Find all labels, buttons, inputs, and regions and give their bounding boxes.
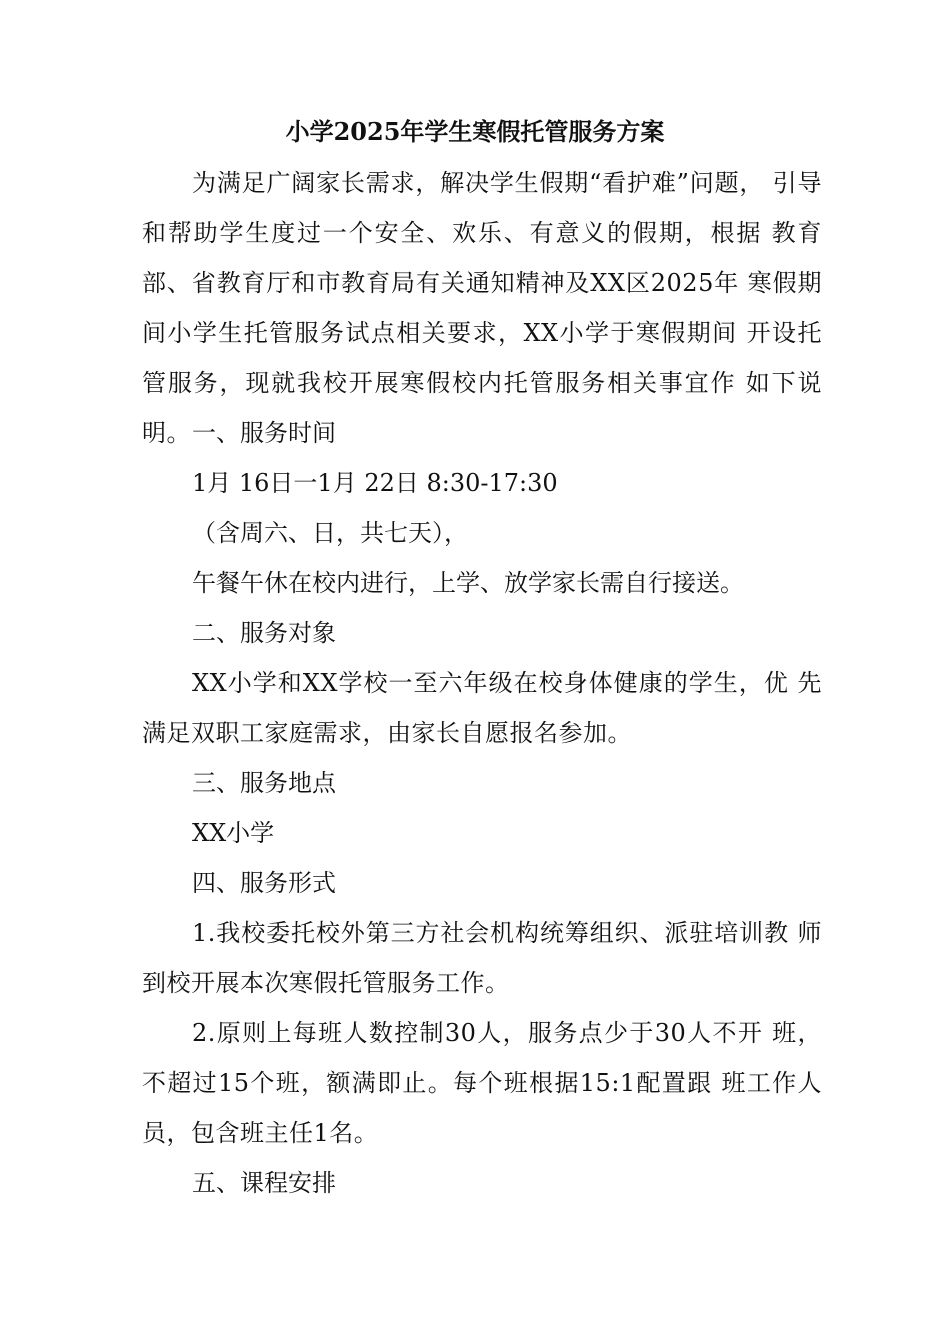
lunch-pickup-note: 午餐午休在校内进行，上学、放学家长需自行接送。: [192, 569, 744, 597]
section-heading-service-time: 一、服务时间: [192, 419, 336, 447]
service-date-range: 1月 16日一1月 22日 8:30-17:30: [192, 469, 558, 497]
service-form-item-1: 1.我校委托校外第三方社会机构统筹组织、派驻培训教 师到校开展本次寒假托管服务工作。: [142, 919, 822, 997]
document-title: 小学2025年学生寒假托管服务方案: [285, 117, 665, 146]
section-heading-service-target: 二、服务对象: [192, 619, 336, 647]
intro-paragraph: 为满足广阔家长需求，解决学生假期“看护难”问题， 引导和帮助学生度过一个安全、欢乐、有意义的假期，根据 教育部、省教育厅和市教育局有关通知精神及XX区2025年 寒假期间小学生托管服务试点相关要求，XX小学于寒假期间 开设托管服务，现就我校开展寒假校内托管服务相关事宜作 如下说明。: [142, 169, 822, 447]
service-target-paragraph: XX小学和XX学校一至六年级在校身体健康的学生，优 先满足双职工家庭需求，由家长自愿报名参加。: [142, 669, 822, 747]
section-heading-service-location: 三、服务地点: [192, 769, 336, 797]
service-form-item-2: 2.原则上每班人数控制30人，服务点少于30人不开 班，不超过15个班，额满即止。每个班根据15:1配置跟 班工作人员，包含班主任1名。: [142, 1019, 822, 1147]
service-location-text: XX小学: [192, 819, 275, 847]
section-heading-course-arrangement: 五、课程安排: [192, 1169, 336, 1197]
service-days-note: （含周六、日，共七天），: [192, 519, 468, 547]
section-heading-service-form: 四、服务形式: [192, 869, 336, 897]
